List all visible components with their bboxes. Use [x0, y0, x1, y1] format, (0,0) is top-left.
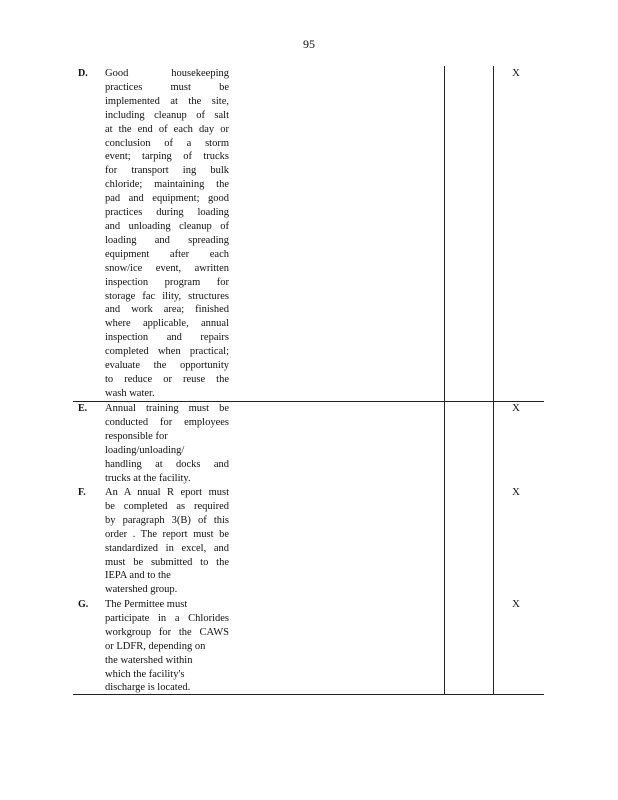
- page-number: 95: [303, 37, 315, 51]
- column-divider: [444, 66, 445, 694]
- text-line: discharge is located.: [105, 682, 191, 694]
- text-line: be completed as required: [105, 500, 229, 512]
- text-line: and unloading cleanup of: [105, 220, 229, 232]
- text-line: The Permittee must: [105, 599, 188, 610]
- text-line: workgroup for the CAWS: [105, 626, 229, 638]
- text-line: standardized in excel, and: [105, 542, 229, 554]
- text-line: inspection program for: [105, 276, 229, 288]
- text-line: at the end of each day or: [105, 123, 229, 135]
- text-line: loading and spreading: [105, 234, 229, 246]
- column-divider: [493, 66, 494, 694]
- text-line: evaluate the opportunity: [105, 360, 229, 372]
- text-line: storage fac ility, structures: [105, 290, 229, 302]
- row-letter-e: E.: [78, 403, 88, 414]
- text-line: Annual training must be: [105, 403, 229, 414]
- text-line: where applicable, annual: [105, 318, 229, 330]
- row-mark-d: X: [512, 67, 520, 79]
- row-text-e: [105, 402, 229, 485]
- row-mark-g: X: [512, 598, 520, 610]
- text-line: by paragraph 3(B) of this: [105, 514, 229, 526]
- text-line: to reduce or reuse the: [105, 373, 229, 385]
- text-line: equipment after each: [105, 248, 229, 260]
- row-letter-d: D.: [78, 68, 88, 79]
- text-line: practices must be: [105, 81, 229, 93]
- text-line: which the facility's: [105, 668, 185, 680]
- text-line: conclusion of a storm: [105, 137, 229, 149]
- text-line: Good housekeeping: [105, 68, 229, 79]
- row-mark-e: X: [512, 402, 520, 414]
- row-text-d: [105, 67, 229, 401]
- text-line: snow/ice event, awritten: [105, 262, 229, 274]
- text-line: chloride; maintaining the: [105, 179, 229, 191]
- text-line: must be submitted to the: [105, 556, 229, 568]
- text-line: for transport ing bulk: [105, 165, 229, 177]
- text-line: An A nnual R eport must: [105, 487, 229, 498]
- text-line: the watershed within: [105, 654, 193, 666]
- row-letter-g: G.: [78, 599, 89, 610]
- row-mark-f: X: [512, 486, 520, 498]
- text-line: trucks at the facility.: [105, 472, 191, 484]
- text-line: event; tarping of trucks: [105, 151, 229, 163]
- text-line: participate in a Chlorides: [105, 612, 229, 624]
- text-line: IEPA and to the: [105, 570, 171, 582]
- row-text-g: [105, 598, 229, 695]
- text-line: practices during loading: [105, 207, 229, 219]
- text-line: inspection and repairs: [105, 332, 229, 344]
- text-line: pad and equipment; good: [105, 193, 229, 205]
- text-line: loading/unloading/: [105, 444, 185, 456]
- row-letter-f: F.: [78, 487, 86, 498]
- text-line: order . The report must be: [105, 528, 229, 540]
- text-line: or LDFR, depending on: [105, 640, 206, 652]
- text-line: handling at docks and: [105, 458, 229, 470]
- text-line: responsible for: [105, 430, 168, 442]
- text-line: watershed group.: [105, 584, 178, 596]
- text-line: including cleanup of salt: [105, 109, 229, 121]
- text-line: wash water.: [105, 387, 155, 399]
- text-line: implemented at the site,: [105, 95, 229, 107]
- text-line: completed when practical;: [105, 346, 229, 358]
- row-text-f: [105, 486, 229, 597]
- text-line: conducted for employees: [105, 416, 229, 428]
- text-line: and work area; finished: [105, 304, 229, 316]
